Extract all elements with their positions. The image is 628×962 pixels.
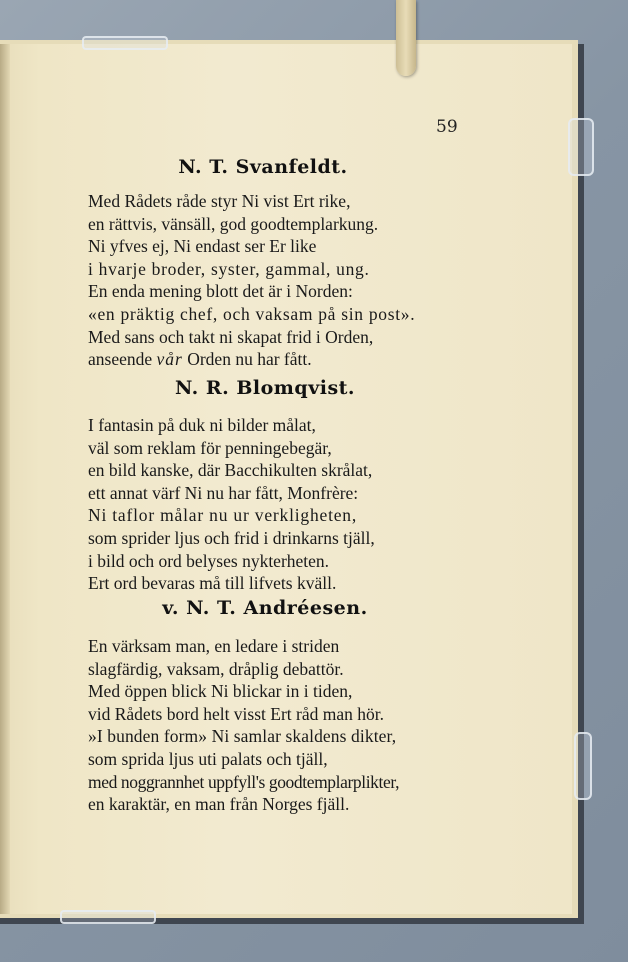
poem-line: med noggrannhet uppfyll's goodtemplarplikter, — [88, 771, 400, 792]
poem-line: En värksam man, en ledare i striden — [88, 636, 340, 656]
page-clip — [568, 118, 594, 176]
section-heading: v. N. T. Andréesen. — [162, 597, 368, 619]
poem-line: «en präktig chef, och vaksam på sin post». — [88, 303, 416, 324]
poem-line: Ni taflor målar nu ur verkligheten, — [88, 505, 358, 526]
poem-line: en karaktär, en man från Norges fjäll. — [88, 794, 350, 815]
poem-line: Med Rådets råde styr Ni vist Ert rike, — [88, 191, 351, 211]
poem-line: Ert ord bevaras må till lifvets kväll. — [88, 573, 337, 594]
poem-line: som sprida ljus uti palats och tjäll, — [88, 748, 328, 769]
emphasized-word: vår — [156, 349, 183, 370]
poem-line: i bild och ord belyses nykterheten. — [88, 550, 330, 571]
poem-stanza — [88, 414, 468, 595]
poem-line — [88, 348, 468, 371]
page-clip — [82, 36, 168, 50]
poem-line: ett annat värf Ni nu har fått, Monfrère: — [88, 482, 359, 503]
page-clip — [574, 732, 592, 800]
poem-line: »I bunden form» Ni samlar skaldens dikter, — [88, 726, 397, 747]
poem-line: Ni yfves ej, Ni endast ser Er like — [88, 236, 317, 257]
page-clip — [60, 910, 156, 924]
poem-line: En enda mening blott det är i Norden: — [88, 281, 353, 302]
section-heading: N. T. Svanfeldt. — [178, 156, 348, 178]
poem-line-text: Orden nu har fått. — [182, 349, 312, 370]
bookmark-ribbon — [396, 0, 416, 76]
poem-stanza — [88, 190, 468, 371]
poem-line: I fantasin på duk ni bilder målat, — [88, 415, 316, 435]
poem-line: slagfärdig, vaksam, dråplig debattör. — [88, 658, 344, 679]
poem-line: vid Rådets bord helt visst Ert råd man hör. — [88, 703, 384, 724]
section-heading: N. R. Blomqvist. — [174, 377, 356, 399]
poem-line: en rättvis, vänsäll, god goodtemplarkung. — [88, 213, 379, 234]
poem-line: Med öppen blick Ni blickar in i tiden, — [88, 681, 353, 702]
poem-line: som sprider ljus och frid i drinkarns tjäll, — [88, 527, 375, 548]
page-number: 59 — [436, 117, 458, 137]
poem-line: Med sans och takt ni skapat frid i Orden, — [88, 326, 374, 347]
poem-line: i hvarje broder, syster, gammal, ung. — [88, 258, 370, 279]
poem-stanza — [88, 635, 468, 816]
poem-line: väl som reklam för penningebegär, — [88, 437, 332, 458]
poem-line: en bild kanske, där Bacchikulten skrålat, — [88, 460, 373, 481]
poem-line-text: anseende — [88, 349, 157, 370]
